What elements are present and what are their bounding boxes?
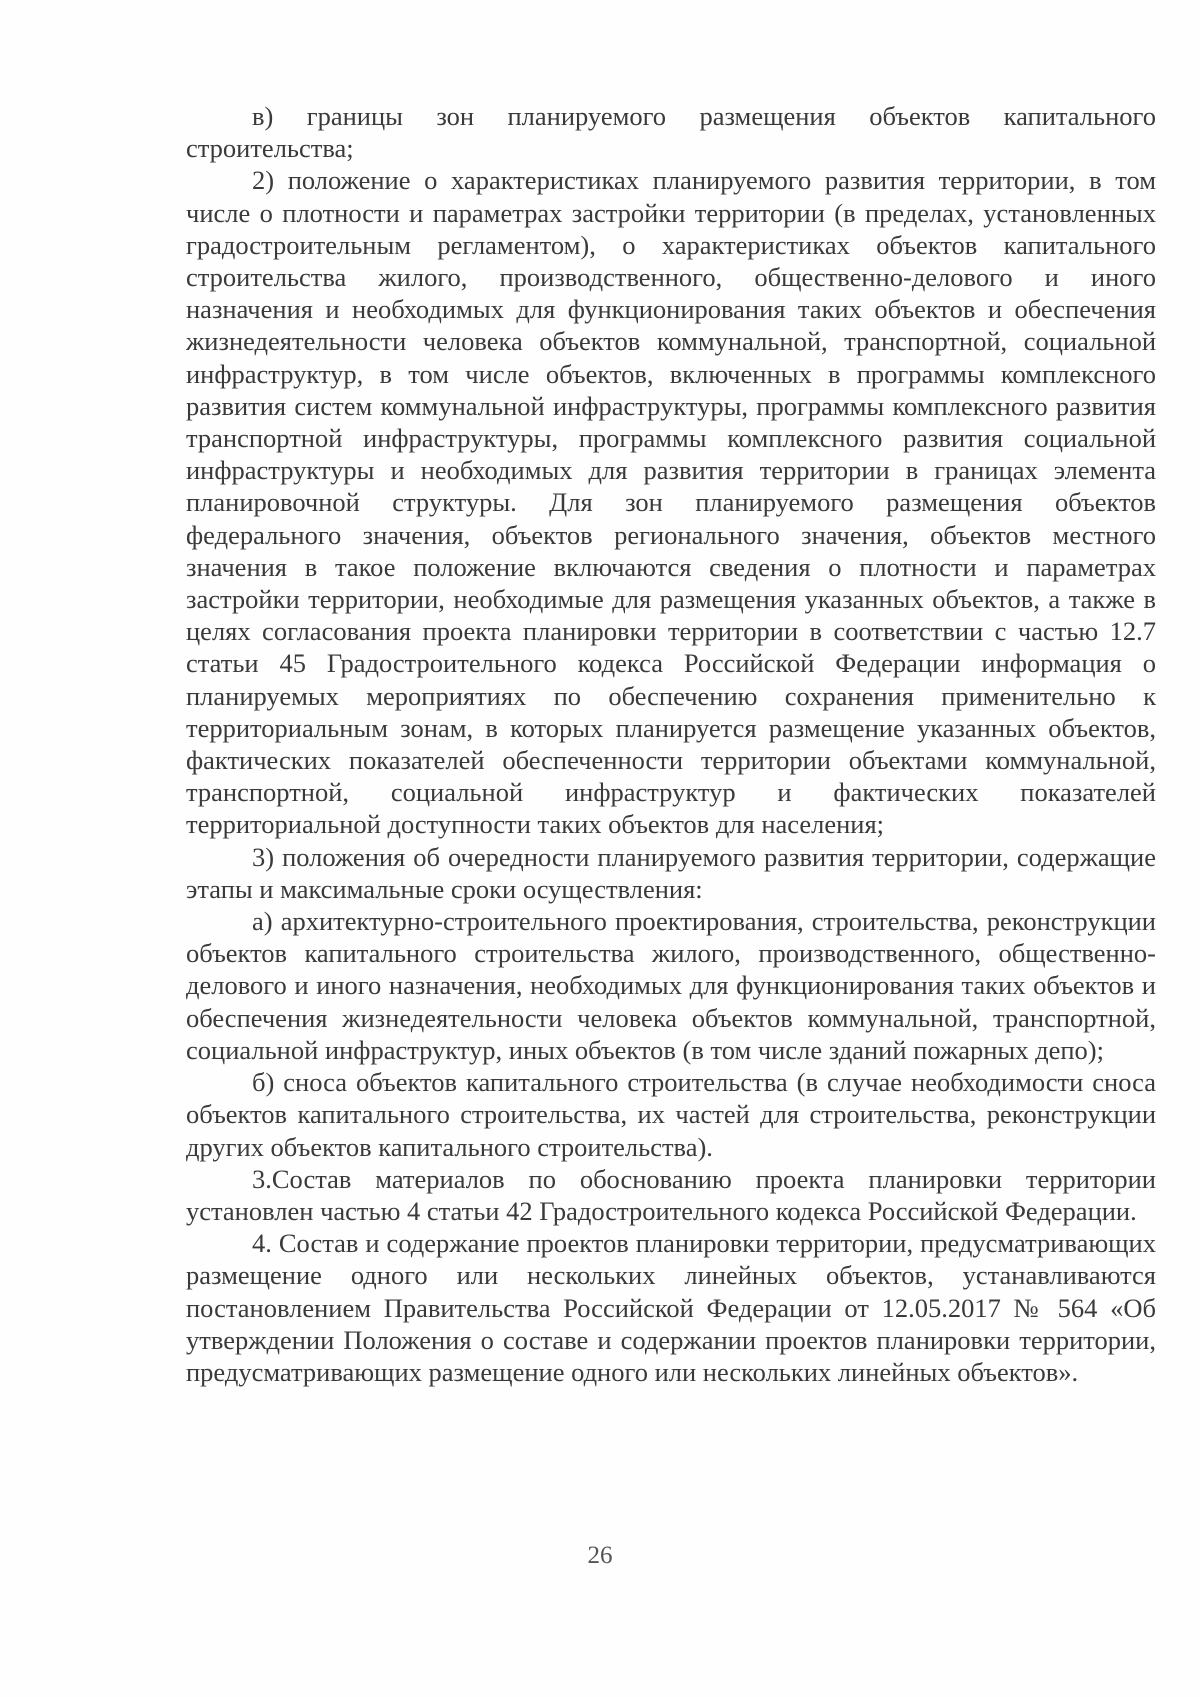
paragraph-justification-materials: 3.Состав материалов по обоснованию проекта планировки территории установлен частью 4 статьи 42 Градостроительного кодекса Российской Федерации. xyxy=(186,1163,1156,1226)
paragraph-demolition: б) сноса объектов капитального строительства (в случае необходимости сноса объектов капитального строительства, их частей для строительства, реконструкции других объектов капитального строительства). xyxy=(186,1067,1156,1162)
paragraph-development-sequence: 3) положения об очередности планируемого развития территории, содержащие этапы и максимальные сроки осуществления: xyxy=(186,841,1156,904)
paragraph-architectural-design: а) архитектурно-строительного проектирования, строительства, реконструкции объектов капитального строительства жилого, производственного, общественно-делового и иного назначения, необходимых для функционирования таких объектов и обеспечения жизнедеятельности человека объектов коммунальной, транспортной, социальной инфраструктур, иных объектов (в том числе зданий пожарных депо); xyxy=(186,906,1156,1065)
document-body xyxy=(186,100,1156,1388)
paragraph-territory-development: 2) положение о характеристиках планируемого развития территории, в том числе о плотности и параметрах застройки территории (в пределах, установленных градостроительным регламентом), о характеристиках объектов капитального строительства жилого, производственного, общественно-делового и иного назначения и необходимых для функционирования таких объектов и обеспечения жизнедеятельности человека объектов коммунальной, транспортной, социальной инфраструктур, в том числе объектов, включенных в программы комплексного развития систем коммунальной инфраструктуры, программы комплексного развития транспортной инфраструктуры, программы комплексного развития социальной инфраструктуры и необходимых для развития территории в границах элемента планировочной структуры. Для зон планируемого размещения объектов федерального значения, объектов регионального значения, объектов местного значения в такое положение включаются сведения о плотности и параметрах застройки территории, необходимые для размещения указанных объектов, а также в целях согласования проекта планировки территории в соответствии с частью 12.7 статьи 45 Градостроительного кодекса Российской Федерации информация о планируемых мероприятиях по обеспечению сохранения применительно к территориальным зонам, в которых планируется размещение указанных объектов, фактических показателей обеспеченности территории объектами коммунальной, транспортной, социальной инфраструктур и фактических показателей территориальной доступности таких объектов для населения; xyxy=(186,165,1156,840)
paragraph-linear-objects: 4. Состав и содержание проектов планировки территории, предусматривающих размещение одного или нескольких линейных объектов, устанавливаются постановлением Правительства Российской Федерации от 12.05.2017 № 564 «Об утверждении Положения о составе и содержании проектов планировки территории, предусматривающих размещение одного или нескольких линейных объектов». xyxy=(186,1228,1156,1387)
paragraph-zone-boundaries: в) границы зон планируемого размещения объектов капитального строительства; xyxy=(186,101,1156,164)
page-number: 26 xyxy=(587,1542,613,1569)
